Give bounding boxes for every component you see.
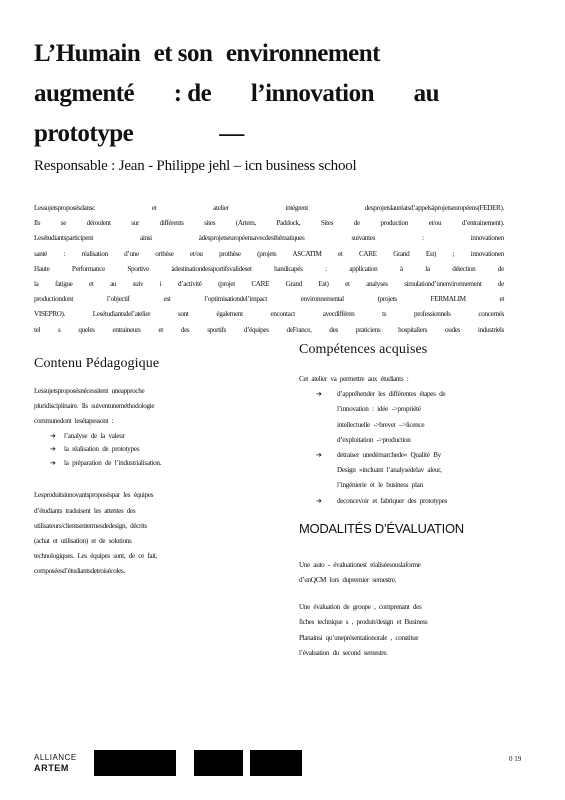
- arrow-icon: ➔: [316, 390, 322, 399]
- footer-bar-2: [194, 750, 243, 776]
- text-line: (achat et utilisation) et de solutions: [34, 537, 132, 545]
- list-item: [34, 430, 246, 444]
- list-item: [299, 448, 517, 494]
- page-number: 0 19: [509, 755, 522, 763]
- competences-list: [299, 387, 517, 509]
- title-word: l’innovation: [250, 80, 375, 107]
- title-word: au: [413, 80, 439, 107]
- list-item: [34, 457, 246, 471]
- text-line: Lesproduitsinnovantsproposéspar les équipes: [34, 491, 154, 500]
- title-dash: —: [219, 120, 244, 147]
- alliance-artem-logo: [34, 752, 77, 774]
- intro-line: productiondont l’objectif est l’optimisationdel’impact environnemental (projets FERMALIM et: [34, 295, 504, 304]
- list-item-line: l’innovation : idée ->propriété: [337, 405, 421, 414]
- competences-section: [299, 342, 517, 661]
- page-title: [34, 34, 504, 154]
- footer-bar-1: [94, 750, 176, 776]
- competences-heading: Compétences acquises: [299, 342, 428, 357]
- list-item: [299, 387, 517, 448]
- arrow-icon: ➔: [50, 431, 56, 440]
- intro-line: Lessujetsproposésdansc et atelier intégrent desprojetslauréatsd’appelsàprojetseuropéens(FEDER).: [34, 204, 504, 212]
- list-item: [34, 443, 246, 457]
- competences-intro: Cet atelier va permettre aux étudiants :: [299, 375, 409, 383]
- intro-line: Ils se déroulent sur différents sites (Artem, Paddock, Sites de production et/ou d’entrainement).: [34, 219, 504, 228]
- text-line: d’unQCM lors dupremier semestre.: [299, 576, 397, 585]
- text-line: communedont lesétapessont :: [34, 417, 114, 426]
- text-line: Lessujetsproposésnécessitent uneapproche: [34, 387, 145, 395]
- text-line: l’évaluation du second semestre.: [299, 648, 388, 657]
- text-line: technologiques. Les équipes sont, de ce fait,: [34, 552, 157, 561]
- intro-line: Haute Performance Sportive àdestinationdessportifsvalideset handicapés : application à la détection de: [34, 264, 504, 273]
- title-word: augmenté: [34, 80, 135, 107]
- intro-line: la fatigue et au suiv i d’activité (projet CARE Grand Est) et analyses simulationd’unenvironnement de: [34, 280, 504, 289]
- list-item-text: l’analyse de la valeur: [64, 431, 125, 440]
- list-item-line: intellectuelle ->brevet –>licence: [337, 420, 425, 429]
- title-word: prototype: [34, 120, 134, 147]
- title-word: environnement: [225, 40, 380, 67]
- intro-line: Lesétudiantsparticipent ainsi àdesprojetseuropéensavecdesthématiques suivantes : innovationen: [34, 234, 504, 243]
- list-item-text: la réalisation de prototypes: [64, 445, 140, 454]
- modalites-heading: MODALITÉS D’ÉVALUATION: [299, 520, 464, 536]
- title-line-2: [34, 74, 439, 114]
- text-line: d’étudiants traduisent les attentes des: [34, 506, 136, 515]
- intro-line: santé : réalisation d’une orthèse et/ou prothèse (projets ASCATIM et CARE Grand Est) ; innovationen: [34, 249, 504, 258]
- arrow-icon: ➔: [316, 496, 322, 505]
- contenu-heading: Contenu Pédagogique: [34, 356, 160, 371]
- footer-bar-3: [250, 750, 302, 776]
- arrow-icon: ➔: [316, 451, 322, 460]
- contenu-para-2: [34, 488, 246, 579]
- list-item-line: l’ingénierie et le business plan: [337, 481, 423, 490]
- list-item-line: detraiser unedémarchede« Qualité By: [337, 451, 441, 460]
- title-line-1: [34, 34, 380, 74]
- text-line: Une auto - évaluationest réaliséesouslaforme: [299, 560, 421, 569]
- list-item-line: deconcevoir et fabriquer des prototypes: [337, 496, 448, 505]
- list-item-text: la préparation de l’industrialisation.: [64, 458, 162, 467]
- list-item-line: d’exploitation ->production: [337, 435, 411, 444]
- text-line: composéesd’étudiantsdetroisécoles.: [34, 567, 125, 576]
- list-item-line: Design »incluant l’analysedelav aleur,: [337, 466, 442, 475]
- logo-line-1: ALLIANCE: [34, 753, 77, 762]
- contenu-para-1: [34, 384, 246, 430]
- list-item-line: d’appréhender les différentes étapes de: [337, 390, 446, 399]
- contenu-list: [34, 430, 246, 471]
- modalites-para-1: [299, 558, 517, 588]
- arrow-icon: ➔: [50, 458, 56, 467]
- intro-line: tel s queles entraineurs et des sportifs d’équipes deFrance, des praticiens hospitaliers oudes industriels: [34, 325, 504, 334]
- intro-paragraph: [34, 201, 504, 338]
- text-line: Planainsi qu’uneprésentationorale , constitue: [299, 633, 419, 642]
- text-line: Une évaluation de groupe , comprenant des: [299, 603, 422, 612]
- arrow-icon: ➔: [50, 445, 56, 454]
- contenu-section: [34, 356, 246, 580]
- responsable-line: Responsable : Jean - Philippe jehl – icn business school: [34, 158, 357, 174]
- text-line: pluridisciplinaire. Ils suiventuneméthodologie: [34, 402, 155, 411]
- modalites-para-2: [299, 600, 517, 661]
- text-line: utilisateurs/clientsentermesdedesign, décrits: [34, 521, 147, 530]
- title-word: L’Humain: [34, 40, 141, 67]
- list-item: [299, 494, 517, 509]
- title-line-3: [34, 114, 504, 154]
- intro-line: VISEPRO). Lesétudiantsdel’atelier sont également encontact avecdifféren ts professionnels concernés: [34, 310, 504, 319]
- text-line: fiches technique s , produit/design et Business: [299, 618, 428, 627]
- title-word: : de: [173, 80, 212, 107]
- logo-line-2: ARTEM: [34, 763, 69, 773]
- title-word: et son: [153, 40, 213, 67]
